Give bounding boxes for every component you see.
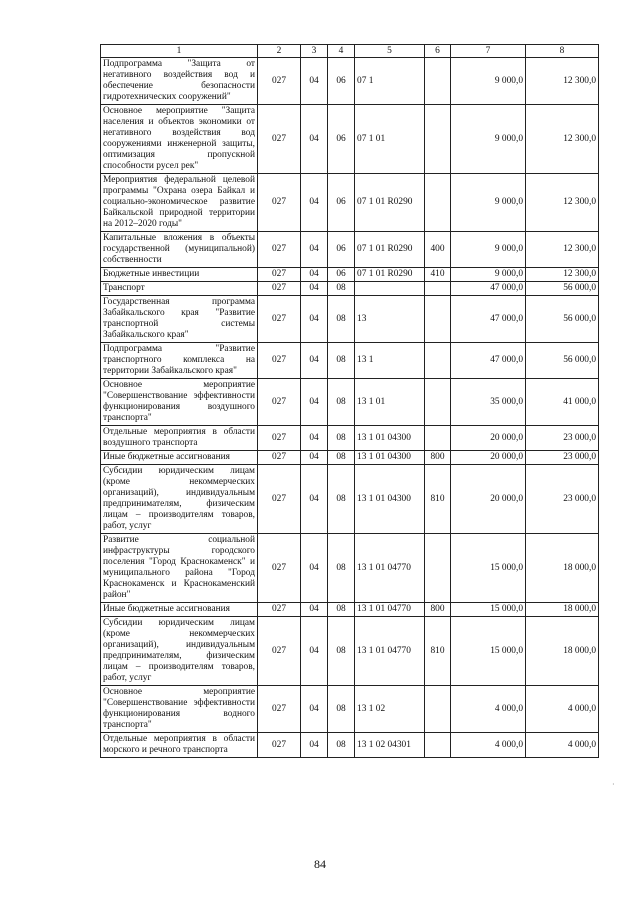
expense-type-cell <box>425 534 451 603</box>
admin-code-cell: 027 <box>258 733 301 758</box>
row-name-cell: Подпрограмма "Развитие транспортного комплекса на территории Забайкальского края" <box>101 343 258 379</box>
amount-year2-cell: 4 000,0 <box>526 733 599 758</box>
subsection-cell: 08 <box>328 426 355 451</box>
table-row <box>101 426 599 451</box>
section-cell: 04 <box>301 282 328 296</box>
table-row <box>101 282 599 296</box>
section-cell: 04 <box>301 232 328 268</box>
target-article-cell: 13 1 01 04300 <box>355 451 425 465</box>
amount-year2-cell: 23 000,0 <box>526 451 599 465</box>
amount-year2-cell: 12 300,0 <box>526 58 599 105</box>
table-row <box>101 465 599 534</box>
expense-type-cell: 400 <box>425 232 451 268</box>
subsection-cell: 06 <box>328 58 355 105</box>
header-cell: 6 <box>425 45 451 58</box>
table-row <box>101 617 599 686</box>
amount-year2-cell: 23 000,0 <box>526 426 599 451</box>
expense-type-cell <box>425 296 451 343</box>
budget-table <box>100 44 599 758</box>
amount-year2-cell: 18 000,0 <box>526 617 599 686</box>
target-article-cell: 13 <box>355 296 425 343</box>
expense-type-cell <box>425 105 451 174</box>
row-name-cell: Основное мероприятие "Совершенствование эффективности функционирования воздушного транспорта" <box>101 379 258 426</box>
subsection-cell: 08 <box>328 617 355 686</box>
row-name-cell: Иные бюджетные ассигнования <box>101 603 258 617</box>
row-name-cell: Государственная программа Забайкальского края "Развитие транспортной системы Забайкальского края" <box>101 296 258 343</box>
target-article-cell: 13 1 <box>355 343 425 379</box>
subsection-cell: 06 <box>328 174 355 232</box>
subsection-cell: 08 <box>328 534 355 603</box>
table-row <box>101 534 599 603</box>
admin-code-cell: 027 <box>258 686 301 733</box>
admin-code-cell: 027 <box>258 617 301 686</box>
expense-type-cell <box>425 733 451 758</box>
section-cell: 04 <box>301 686 328 733</box>
section-cell: 04 <box>301 534 328 603</box>
target-article-cell: 13 1 01 04770 <box>355 603 425 617</box>
subsection-cell: 08 <box>328 603 355 617</box>
amount-year2-cell: 18 000,0 <box>526 603 599 617</box>
expense-type-cell <box>425 282 451 296</box>
admin-code-cell: 027 <box>258 343 301 379</box>
header-cell: 4 <box>328 45 355 58</box>
expense-type-cell: 800 <box>425 603 451 617</box>
section-cell: 04 <box>301 733 328 758</box>
section-cell: 04 <box>301 105 328 174</box>
target-article-cell: 07 1 <box>355 58 425 105</box>
amount-year2-cell: 23 000,0 <box>526 465 599 534</box>
target-article-cell: 07 1 01 R0290 <box>355 174 425 232</box>
subsection-cell: 08 <box>328 686 355 733</box>
section-cell: 04 <box>301 343 328 379</box>
amount-year2-cell: 41 000,0 <box>526 379 599 426</box>
target-article-cell: 13 1 02 04301 <box>355 733 425 758</box>
table-row <box>101 733 599 758</box>
amount-year1-cell: 47 000,0 <box>451 282 526 296</box>
section-cell: 04 <box>301 58 328 105</box>
header-cell: 1 <box>101 45 258 58</box>
row-name-cell: Бюджетные инвестиции <box>101 268 258 282</box>
table-row <box>101 343 599 379</box>
amount-year1-cell: 9 000,0 <box>451 268 526 282</box>
row-name-cell: Основное мероприятие "Защита населения и объектов экономики от негативного воздействия вод сооружениями инженерной защиты, оптимизация пропускной способности русел рек" <box>101 105 258 174</box>
table-row <box>101 603 599 617</box>
row-name-cell: Субсидии юридическим лицам (кроме некоммерческих организаций), индивидуальным предпринимателям, физическим лицам – производителям товаров, работ, услуг <box>101 465 258 534</box>
target-article-cell: 13 1 01 04770 <box>355 617 425 686</box>
admin-code-cell: 027 <box>258 268 301 282</box>
amount-year1-cell: 20 000,0 <box>451 426 526 451</box>
section-cell: 04 <box>301 379 328 426</box>
admin-code-cell: 027 <box>258 58 301 105</box>
expense-type-cell <box>425 174 451 232</box>
subsection-cell: 08 <box>328 465 355 534</box>
subsection-cell: 08 <box>328 282 355 296</box>
scan-mark: · <box>612 780 615 789</box>
table-header-row <box>101 45 599 58</box>
table-row <box>101 296 599 343</box>
expense-type-cell <box>425 686 451 733</box>
expense-type-cell: 810 <box>425 617 451 686</box>
target-article-cell: 07 1 01 R0290 <box>355 268 425 282</box>
target-article-cell: 13 1 02 <box>355 686 425 733</box>
amount-year1-cell: 9 000,0 <box>451 105 526 174</box>
admin-code-cell: 027 <box>258 296 301 343</box>
row-name-cell: Капитальные вложения в объекты государственной (муниципальной) собственности <box>101 232 258 268</box>
subsection-cell: 08 <box>328 451 355 465</box>
subsection-cell: 06 <box>328 268 355 282</box>
row-name-cell: Развитие социальной инфраструктуры городского поселения "Город Краснокаменск" и муниципального района "Город Краснокаменск и Краснокаменский район" <box>101 534 258 603</box>
header-cell: 2 <box>258 45 301 58</box>
amount-year1-cell: 9 000,0 <box>451 232 526 268</box>
admin-code-cell: 027 <box>258 174 301 232</box>
section-cell: 04 <box>301 603 328 617</box>
header-cell: 8 <box>526 45 599 58</box>
amount-year1-cell: 9 000,0 <box>451 58 526 105</box>
admin-code-cell: 027 <box>258 465 301 534</box>
target-article-cell: 07 1 01 R0290 <box>355 232 425 268</box>
table-row <box>101 379 599 426</box>
row-name-cell: Отдельные мероприятия в области воздушного транспорта <box>101 426 258 451</box>
expense-type-cell <box>425 379 451 426</box>
amount-year2-cell: 56 000,0 <box>526 296 599 343</box>
admin-code-cell: 027 <box>258 603 301 617</box>
header-cell: 5 <box>355 45 425 58</box>
expense-type-cell: 800 <box>425 451 451 465</box>
amount-year2-cell: 56 000,0 <box>526 282 599 296</box>
row-name-cell: Иные бюджетные ассигнования <box>101 451 258 465</box>
target-article-cell: 13 1 01 04770 <box>355 534 425 603</box>
admin-code-cell: 027 <box>258 105 301 174</box>
subsection-cell: 08 <box>328 343 355 379</box>
expense-type-cell: 810 <box>425 465 451 534</box>
amount-year1-cell: 20 000,0 <box>451 465 526 534</box>
subsection-cell: 06 <box>328 232 355 268</box>
row-name-cell: Подпрограмма "Защита от негативного воздействия вод и обеспечение безопасности гидротехнических сооружений" <box>101 58 258 105</box>
subsection-cell: 06 <box>328 105 355 174</box>
section-cell: 04 <box>301 451 328 465</box>
section-cell: 04 <box>301 296 328 343</box>
section-cell: 04 <box>301 465 328 534</box>
target-article-cell: 13 1 01 <box>355 379 425 426</box>
admin-code-cell: 027 <box>258 232 301 268</box>
row-name-cell: Мероприятия федеральной целевой программы "Охрана озера Байкал и социально-экономическое развитие Байкальской природной территории на 2012–2020 годы" <box>101 174 258 232</box>
amount-year2-cell: 12 300,0 <box>526 174 599 232</box>
amount-year2-cell: 56 000,0 <box>526 343 599 379</box>
target-article-cell: 13 1 01 04300 <box>355 426 425 451</box>
expense-type-cell <box>425 343 451 379</box>
amount-year2-cell: 4 000,0 <box>526 686 599 733</box>
amount-year1-cell: 4 000,0 <box>451 733 526 758</box>
table-row <box>101 105 599 174</box>
table-row <box>101 232 599 268</box>
amount-year2-cell: 12 300,0 <box>526 105 599 174</box>
section-cell: 04 <box>301 426 328 451</box>
target-article-cell: 07 1 01 <box>355 105 425 174</box>
section-cell: 04 <box>301 174 328 232</box>
admin-code-cell: 027 <box>258 451 301 465</box>
header-cell: 3 <box>301 45 328 58</box>
row-name-cell: Транспорт <box>101 282 258 296</box>
subsection-cell: 08 <box>328 296 355 343</box>
admin-code-cell: 027 <box>258 534 301 603</box>
amount-year2-cell: 12 300,0 <box>526 268 599 282</box>
amount-year1-cell: 9 000,0 <box>451 174 526 232</box>
subsection-cell: 08 <box>328 379 355 426</box>
table-row <box>101 268 599 282</box>
table-row <box>101 686 599 733</box>
row-name-cell: Основное мероприятие "Совершенствование эффективности функционирования водного транспорта" <box>101 686 258 733</box>
amount-year2-cell: 12 300,0 <box>526 232 599 268</box>
amount-year2-cell: 18 000,0 <box>526 534 599 603</box>
expense-type-cell <box>425 58 451 105</box>
row-name-cell: Отдельные мероприятия в области морского и речного транспорта <box>101 733 258 758</box>
target-article-cell <box>355 282 425 296</box>
admin-code-cell: 027 <box>258 379 301 426</box>
amount-year1-cell: 15 000,0 <box>451 617 526 686</box>
admin-code-cell: 027 <box>258 282 301 296</box>
table-row <box>101 451 599 465</box>
amount-year1-cell: 20 000,0 <box>451 451 526 465</box>
amount-year1-cell: 47 000,0 <box>451 343 526 379</box>
amount-year1-cell: 47 000,0 <box>451 296 526 343</box>
section-cell: 04 <box>301 617 328 686</box>
header-cell: 7 <box>451 45 526 58</box>
amount-year1-cell: 15 000,0 <box>451 603 526 617</box>
amount-year1-cell: 35 000,0 <box>451 379 526 426</box>
target-article-cell: 13 1 01 04300 <box>355 465 425 534</box>
amount-year1-cell: 15 000,0 <box>451 534 526 603</box>
expense-type-cell <box>425 426 451 451</box>
expense-type-cell: 410 <box>425 268 451 282</box>
subsection-cell: 08 <box>328 733 355 758</box>
admin-code-cell: 027 <box>258 426 301 451</box>
table-row <box>101 174 599 232</box>
section-cell: 04 <box>301 268 328 282</box>
row-name-cell: Субсидии юридическим лицам (кроме некоммерческих организаций), индивидуальным предпринимателям, физическим лицам – производителям товаров, работ, услуг <box>101 617 258 686</box>
table-row <box>101 58 599 105</box>
page-number: 84 <box>314 857 326 871</box>
amount-year1-cell: 4 000,0 <box>451 686 526 733</box>
